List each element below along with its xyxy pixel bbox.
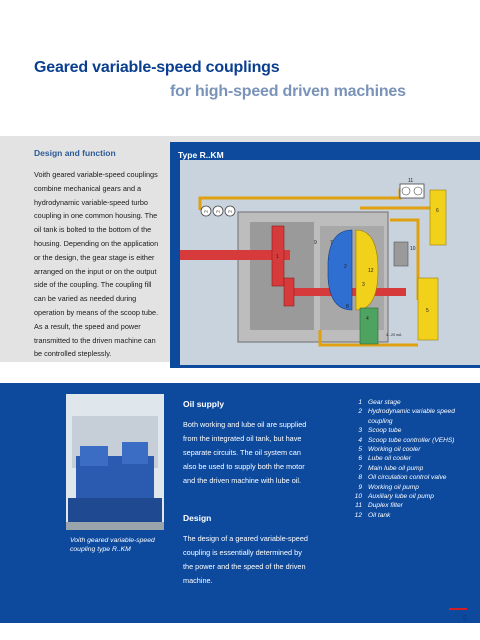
page-subtitle: for high-speed driven machines [170,83,406,100]
legend-item [344,464,464,473]
legend-number: 9 [358,483,362,491]
legend-number: 3 [358,427,362,435]
pinion [284,278,294,306]
part-label-6: 6 [436,208,439,214]
legend-item [344,483,464,492]
legend-text: Working oil cooler [368,446,421,454]
part-label-7: 7 [330,240,333,246]
legend-number: 7 [358,464,362,472]
legend-item [344,407,464,426]
legend-text: Duplex filter [368,502,403,510]
part-label-4: 4 [366,316,369,322]
design-text: The design of a geared variable-speed coupling is essentially determined by the power and the speed of the driven machine. [183,534,308,585]
design-function-heading: Design and function [34,148,116,158]
part-label-1: 1 [276,254,279,260]
duplex-filter [400,184,424,198]
lube-oil-cooler [430,190,446,245]
legend-text: Oil circulation control valve [368,474,447,482]
part-label-3: 3 [362,282,365,288]
page-title: Geared variable-speed couplings [34,59,280,76]
legend-number: 2 [358,408,362,416]
legend-number: 12 [354,511,362,519]
page-number: 5 [462,614,467,623]
part-label-11: 11 [408,178,414,184]
legend-number: 10 [354,493,362,501]
coupling-schematic [180,160,480,365]
photo-motor [80,446,108,466]
oil-supply-text: Both working and lube oil are supplied from the integrated oil tank, but have separate circuits. The oil system can also be used to supply both the motor and the driven machine with lube oil. [183,420,307,485]
part-label-12: 12 [368,268,374,274]
legend-number: 6 [358,455,362,463]
legend-item [344,454,464,463]
design-heading: Design [183,513,212,523]
design-function-text: Voith geared variable-speed couplings combine mechanical gears and a hydrodynamic variable-speed turbo coupling in one common housing. The oil tank is bolted to the bottom of the housing. Depending on the application or the design, the gear stage is either arranged on the input or on the output side of the coupling. The coupling fill can be varied as needed during operation by means of the scoop tube. As a result, the speed and power transmitted to the driven machine can be controlled steplessly. [34,170,159,359]
signal-label: 4...20 mA [386,333,402,337]
legend-item [344,398,464,407]
gauge-label-2: PI [216,210,220,214]
legend-text: Hydrodynamic variable speed coupling [368,408,455,425]
aux-lube-pump [394,242,408,266]
parts-legend [344,398,464,520]
photo-caption: Voith geared variable-speed coupling type R..KM [70,537,155,553]
legend-item [344,436,464,445]
legend-text: Oil tank [368,511,391,519]
legend-number: 4 [358,436,362,444]
part-label-8: 8 [346,304,349,310]
part-label-9: 9 [314,240,317,246]
photo-gear-housing [122,442,148,464]
legend-number: 1 [358,399,362,406]
legend-text: Main lube oil pump [368,464,424,472]
product-photo [66,394,164,530]
legend-item [344,445,464,454]
legend-text: Lube oil cooler [368,455,411,463]
legend-number: 5 [358,446,362,454]
photo-floor [66,522,164,530]
legend-text: Working oil pump [368,483,419,491]
legend-text: Scoop tube controller (VEHS) [368,436,455,444]
legend-number: 11 [355,502,362,510]
photo-base [68,498,162,522]
legend-number: 8 [358,474,362,482]
legend-text: Auxiliary lube oil pump [368,493,434,501]
gauge-label-1: PI [204,210,208,214]
gauge-label-3: PI [228,210,232,214]
legend-item [344,492,464,501]
gauges [201,206,235,216]
scoop-tube-controller [360,308,378,344]
page-accent-line [449,608,467,610]
part-label-5: 5 [426,308,429,314]
oil-supply-heading: Oil supply [183,399,225,409]
legend-item [344,426,464,435]
part-label-10: 10 [410,246,416,252]
legend-item [344,511,464,520]
legend-text: Scoop tube [368,427,402,435]
legend-text: Gear stage [368,399,401,406]
part-label-2: 2 [344,264,347,270]
diagram-type-label: Type R..KM [178,150,224,160]
legend-item [344,501,464,510]
legend-item [344,473,464,482]
